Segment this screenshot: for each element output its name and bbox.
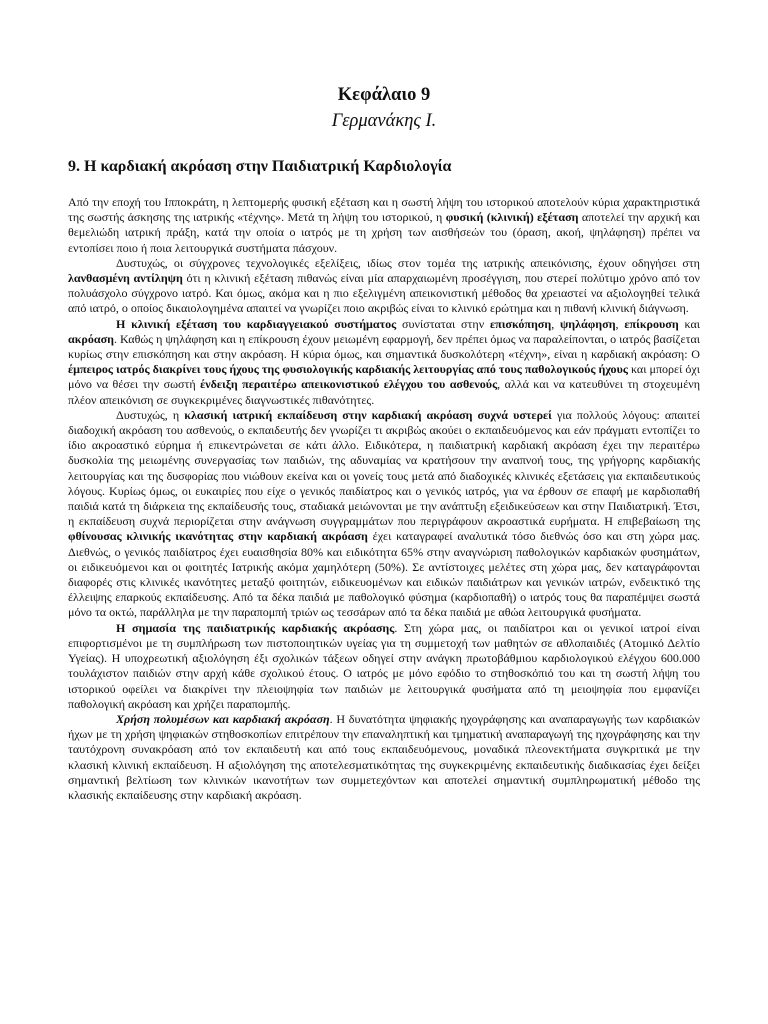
paragraph-4: Δυστυχώς, η κλασική ιατρική εκπαίδευση στην καρδιακή ακρόαση συχνά υστερεί για πολλούς λόγους: απαιτεί διαδοχική ακρόαση του ασθενούς, ο εκπαιδευτής δεν γνωρίζει τι ακριβώς ακούει ο εκπαιδευόμενος και εάν πράγματι εντοπίζει το ίδιο ακροαστικό εύρημα ή επικεντρώνεται σε κάτι άλλο. Ειδικότερα, η παιδιατρική καρδιακή ακρόαση έχει την περαιτέρω δυσκολία της μειωμένης συνεργασίας των παιδιών, της αδυναμίας να κρατήσουν την αναπνοή τους, της γρήγορης καρδιακής λειτουργίας και της δυσφορίας που νιώθουν εκείνα και οι γονείς τους μετά από διαδοχικές κλινικές εξετάσεις για εκπαιδευτικούς λόγους. Κυρίως όμως, οι ευκαιρίες που είχε ο γενικός παιδίατρος και ο γενικός ιατρός, για να έρθουν σε επαφή με καρδιοπαθή παιδιά κατά τη διάρκεια της εκπαίδευσής τους, σταδιακά μειώνονται με την ανάπτυξη εξειδικεύσεων και στην Παιδιατρική. Έτσι, η εκπαίδευση συχνά περιορίζεται στην ανάγνωση συγγραμμάτων που περιγράφουν ακροαστικά ευρήματα. Η επιβεβαίωση της φθίνουσας κλινικής ικανότητας στην καρδιακή ακρόαση έχει καταγραφεί αναλυτικά τόσο διεθνώς όσο και στη χώρα μας. Διεθνώς, ο γενικός παιδίατρος έχει ευαισθησία 80% και ειδικότητα 65% στην αναγνώριση παθολογικών καρδιακών φυσημάτων, οι ειδικευόμενοι και οι φοιτητές Ιατρικής ακόμα χαμηλότερη (50%). Σε αντίστοιχες μελέτες στη χώρα μας, δεν καταγράφονται διαφορές στις κλινικές ικανότητες μεταξύ φοιτητών, ειδικευομένων και ειδικών παιδιάτρων και γενικών ιατρών, ενδεικτικό της έλλειψης επαρκούς εκπαίδευσης. Από τα δέκα παιδιά με παθολογικό φύσημα (καρδιοπαθή) ο ιατρός τους θα παραπέμψει σωστά μόνο τα οκτώ, παράλληλα με την παραπομπή τριών ως τεσσάρων από τα δέκα παιδιά με αθώα λειτουργικά φυσήματα.	[68, 407, 700, 620]
paragraph-1: Από την εποχή του Ιπποκράτη, η λεπτομερής φυσική εξέταση και η σωστή λήψη του ιστορικού αποτελούν κύρια χαρακτηριστικά της σωστής άσκησης της ιατρικής «τέχνης». Μετά τη λήψη του ιστορικού, η φυσική (κλινική) εξέταση αποτελεί την αρχική και θεμελιώδη ιατρική πράξη, κατά την οποία ο ιατρός με τη χρήση των αισθήσεών του (όραση, ακοή, ψηλάφηση) πρέπει να εντοπίσει ποιο ή ποια λειτουργικά συστήματα πάσχουν.	[68, 195, 700, 255]
chapter-heading: Κεφάλαιο 9	[337, 85, 431, 105]
paragraph-2: Δυστυχώς, οι σύγχρονες τεχνολογικές εξελίξεις, ιδίως στον τομέα της ιατρικής απεικόνισης, έχουν οδηγήσει στη λανθασμένη αντίληψη ότι η κλινική εξέταση πιθανώς είναι μία απαρχαιωμένη προσέγγιση, που στερεί πολύτιμο χρόνο από τον πολυάσχολο σύγχρονο ιατρό. Και όμως, ακόμα και η πιο εξελιγμένη απεικονιστική μέθοδος θα χρειαστεί να αξιολογηθεί τελικά από ιατρό, ο οποίος δικαιολογημένα απαιτεί να γνωρίζει ποιο ακριβώς είναι το κλινικό ερώτημα και η πιθανή κλινική διάγνωση.	[68, 255, 700, 316]
document-page	[68, 84, 700, 803]
paragraph-6: Χρήση πολυμέσων και καρδιακή ακρόαση. Η δυνατότητα ψηφιακής ηχογράφησης και αναπαραγωγής των καρδιακών ήχων με τη χρήση ψηφιακών στηθοσκοπίων επιτρέπουν την επαναληπτική και τμηματική αναπαραγωγή της ηχογράφησης και την ταυτόχρονη συνακρόαση από τον εκπαιδευτή και από τους εκπαιδευόμενους, μοναδικά πλεονεκτήματα συγκριτικά με την κλασική κλινική εκπαίδευση. Η αξιολόγηση της αποτελεσματικότητας της συγκεκριμένης εκπαιδευτικής διαδικασίας έχει δείξει σημαντική βελτίωση των κλινικών ικανοτήτων των συμμετεχόντων και αποτελεί σημαντική συμπληρωματική μέθοδο της κλασικής εκπαίδευσης στην καρδιακή ακρόαση.	[68, 711, 700, 802]
paragraph-5: Η σημασία της παιδιατρικής καρδιακής ακρόασης. Στη χώρα μας, οι παιδίατροι και οι γενικοί ιατροί είναι επιφορτισμένοι με τη συμπλήρωση των πιστοποιητικών υγείας για τη συμμετοχή των μαθητών σε αθλοπαιδιές (Ατομικό Δελτίο Υγείας). Η υποχρεωτική αξιολόγηση έξι σχολικών τάξεων οδηγεί στην ανάγκη πρωτοβάθμιου καρδιολογικού ελέγχου 600.000 τουλάχιστον παιδιών στην αρχή κάθε σχολικού έτους. Ο ιατρός με μόνο εφόδιο το στηθοσκόπιό του και τη σωστή λήψη του ιστορικού οφείλει να διακρίνει την πλειοψηφία των παιδιών με λειτουργικά φυσήματα από τη μειοψηφία που εμφανίζει παθολογική ακρόαση και χρήζει παραπομπής.	[68, 620, 700, 711]
body-text	[68, 195, 700, 803]
author-line: Γερμανάκης Ι.	[331, 111, 437, 131]
section-title: 9. Η καρδιακή ακρόαση στην Παιδιατρική Καρδιολογία	[68, 158, 452, 175]
paragraph-3: Η κλινική εξέταση του καρδιαγγειακού συστήματος συνίσταται στην επισκόπηση, ψηλάφηση, επίκρουση και ακρόαση. Καθώς η ψηλάφηση και η επίκρουση έχουν μειωμένη εφαρμογή, δεν πρέπει όμως να παραλείπονται, ο ιατρός βασίζεται κυρίως στην επισκόπηση και στην ακρόαση. Η κύρια όμως, και σημαντικά δυσκολότερη «τέχνη», είναι η καρδιακή ακρόαση: Ο έμπειρος ιατρός διακρίνει τους ήχους της φυσιολογικής καρδιακής λειτουργίας από τους παθολογικούς ήχους και μπορεί όχι μόνο να θέσει την σωστή ένδειξη περαιτέρω απεικονιστικού ελέγχου του ασθενούς, αλλά και να κατευθύνει τη στοχευμένη πλέον απεικόνιση σε συγκεκριμένες διαγνωστικές πιθανότητες.	[68, 316, 701, 407]
